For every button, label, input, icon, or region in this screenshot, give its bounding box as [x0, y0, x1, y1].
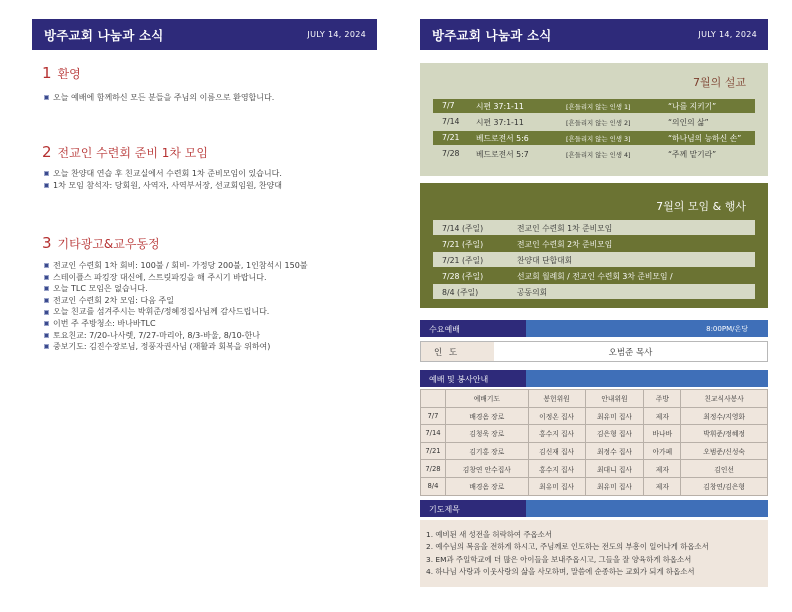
bullet-icon — [44, 310, 49, 315]
wednesday-service-bar — [420, 320, 768, 337]
bullet-icon — [44, 183, 49, 188]
wednesday-service-time: 8:00PM/온당 — [706, 325, 748, 333]
bullet-icon — [44, 321, 49, 326]
column-header: 예배기도 — [445, 390, 528, 408]
leader-key: 인 도 — [421, 342, 494, 361]
list-item: 중보기도: 김진수장로님, 정풍자권사님 (재활과 회복을 위하여) — [44, 341, 374, 353]
left-header — [32, 19, 377, 50]
sermon-schedule — [420, 63, 768, 176]
bullet-icon — [44, 275, 49, 280]
table-row: 7/21 김기홍 장로 김신재 집사 최정수 집사 아가페 오범준/신성숙 — [421, 442, 768, 460]
events-schedule-title: 7월의 모임 & 행사 — [656, 200, 746, 213]
sermon-row: 7/7 시편 37:1-11 [흔들리지 않는 인생 1] “나를 지키기” — [433, 99, 755, 113]
wednesday-leader-row — [420, 341, 768, 362]
list-item: 오늘 친교를 섬겨주시는 박휘준/정혜정집사님께 감사드립니다. — [44, 306, 374, 318]
section-heading-announcements — [42, 234, 160, 252]
column-header: 봉헌위원 — [528, 390, 585, 408]
section-list-announcements — [44, 260, 374, 353]
list-item: 3. EM과 주일학교에 더 많은 아이들을 보내주옵시고, 그들을 잘 양육하게 하옵소서 — [426, 554, 692, 564]
bullet-icon — [44, 298, 49, 303]
table-header-row — [421, 390, 768, 408]
list-item: 2. 예수님의 복음을 전하게 하시고, 주님께로 인도하는 전도의 부흥이 일어나게 하옵소서 — [426, 542, 709, 552]
prayer-bar — [420, 500, 768, 517]
wednesday-service-label: 수요예배 — [420, 320, 526, 337]
section-number: 3 — [42, 234, 52, 252]
event-row: 7/21 (주일) 찬양대 단합대회 — [433, 252, 755, 267]
events-schedule — [420, 183, 768, 308]
service-bar — [420, 370, 768, 387]
leader-value: 오범준 목사 — [608, 347, 653, 358]
bullet-icon — [44, 171, 49, 176]
list-item: 오늘 찬양대 연습 후 친교실에서 수련회 1차 준비모임이 있습니다. — [44, 168, 374, 180]
sermon-row: 7/21 베드로전서 5:6 [흔들리지 않는 인생 3] “하나님의 능하신 손” — [433, 131, 755, 145]
section-list-retreat — [44, 168, 374, 191]
sermon-schedule-title: 7월의 설교 — [693, 76, 746, 89]
prayer-label: 기도제목 — [420, 500, 526, 517]
list-item: 1. 예비된 새 성전을 허락하여 주옵소서 — [426, 530, 552, 539]
newsletter-date: JULY 14, 2024 — [698, 30, 757, 39]
column-header: 주방 — [644, 390, 681, 408]
bullet-icon — [44, 333, 49, 338]
table-row: 7/7 배경옴 장로 이정온 집사 최유미 집사 제자 최정수/지영화 — [421, 407, 768, 425]
list-item: 토요친교: 7/20-나사렛, 7/27-마리아, 8/3-바울, 8/10-한나 — [44, 330, 374, 342]
bullet-icon — [44, 95, 49, 100]
section-list-welcome — [44, 92, 374, 104]
list-item: 이번 주 주방청소: 바나바TLC — [44, 318, 374, 330]
bullet-icon — [44, 286, 49, 291]
newsletter-title: 방주교회 나눔과 소식 — [44, 27, 164, 43]
table-row: 7/28 김창연 안수집사 홍수지 집사 최대니 집사 제자 김인선 — [421, 460, 768, 478]
event-row: 8/4 (주일) 공동의회 — [433, 284, 755, 299]
right-header — [420, 19, 768, 50]
service-table — [420, 389, 768, 496]
newsletter-title: 방주교회 나눔과 소식 — [432, 27, 552, 43]
event-row: 7/21 (주일) 전교인 수련회 2차 준비모임 — [442, 240, 613, 249]
event-row: 7/28 (주일) 선교회 월례회 / 전교인 수련회 3차 준비모임 / — [442, 272, 673, 281]
section-title: 환영 — [57, 67, 81, 81]
table-row: 8/4 배경옴 장로 최유미 집사 최유미 집사 제자 김창연/김은형 — [421, 477, 768, 495]
list-item: 전교인 수련회 2차 모임: 다음 주일 — [44, 295, 374, 307]
list-item: 스테이플스 파킹장 대신에, 스트릿파킹을 해 주시기 바랍니다. — [44, 272, 374, 284]
section-number: 2 — [42, 143, 52, 161]
section-number: 1 — [42, 64, 52, 82]
list-item: 전교인 수련회 1차 회비: 100불 / 회비- 가정당 200불, 1인참석시 150불 — [44, 260, 374, 272]
list-item: 오늘 TLC 모임은 없습니다. — [44, 283, 374, 295]
section-heading-welcome — [42, 64, 81, 82]
list-item: 4. 하나님 사랑과 이웃사랑의 삶을 사모하며, 말씀에 순종하는 교회가 되게 하옵소서 — [426, 566, 695, 576]
sermon-row: 7/14 시편 37:1-11 [흔들리지 않는 인생 2] “의인의 삶” — [442, 117, 709, 127]
list-item: 1차 모임 참석자: 당회원, 사역자, 사역부서장, 선교회임원, 찬양대 — [44, 180, 374, 192]
list-item: 오늘 예배에 함께하신 모든 분들을 주님의 이름으로 환영합니다. — [44, 92, 374, 104]
bullet-icon — [44, 344, 49, 349]
section-title: 전교인 수련회 준비 1차 모임 — [57, 146, 208, 160]
event-row: 7/14 (주일) 전교인 수련회 1차 준비모임 — [433, 220, 755, 235]
service-label: 예배 및 봉사안내 — [420, 370, 526, 387]
newsletter-date: JULY 14, 2024 — [307, 30, 366, 39]
prayer-list — [420, 520, 768, 587]
column-header: 안내위원 — [585, 390, 644, 408]
section-heading-retreat — [42, 143, 208, 161]
bullet-icon — [44, 263, 49, 268]
table-row: 7/14 김청욱 장로 홍수지 집사 김은형 집사 바나바 박휘준/정혜정 — [421, 425, 768, 443]
column-header: 친교식사봉사 — [681, 390, 768, 408]
section-title: 기타광고&교우동정 — [57, 237, 160, 251]
sermon-row: 7/28 베드로전서 5:7 [흔들리지 않는 인생 4] “주께 맡기라” — [442, 149, 717, 159]
